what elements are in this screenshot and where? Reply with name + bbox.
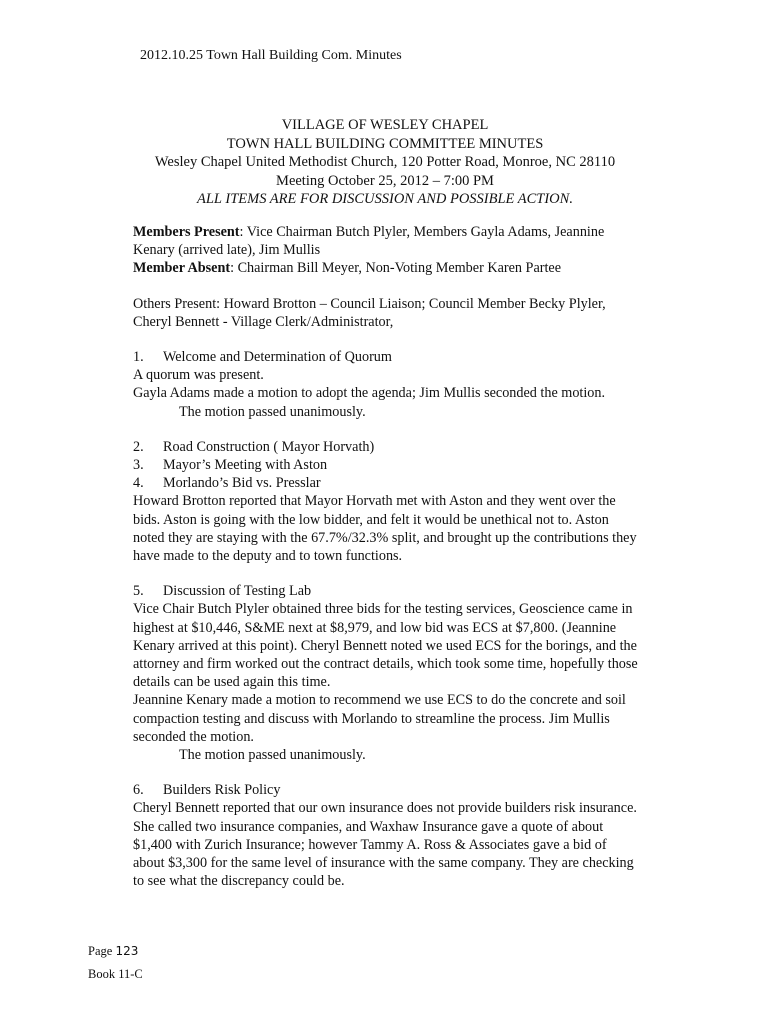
item-5-line: Vice Chair Butch Plyler obtained three bids for the testing services, Geoscience came in bbox=[133, 601, 633, 618]
title-location: Wesley Chapel United Methodist Church, 120 Potter Road, Monroe, NC 28110 bbox=[154, 154, 616, 170]
item-6-title: Builders Risk Policy bbox=[163, 782, 281, 799]
page-label: Page bbox=[88, 944, 116, 958]
item-5-line: seconded the motion. bbox=[133, 728, 254, 745]
items-2-4-line: Howard Brotton reported that Mayor Horvath met with Aston and they went over the bbox=[133, 493, 616, 510]
item-4-heading bbox=[133, 474, 678, 492]
item-1-title: Welcome and Determination of Quorum bbox=[163, 349, 392, 366]
title-village: VILLAGE OF WESLEY CHAPEL bbox=[281, 117, 489, 133]
item-1-line: Gayla Adams made a motion to adopt the agenda; Jim Mullis seconded the motion. bbox=[133, 385, 606, 402]
items-2-4-line: noted they are staying with the 67.7%/32.3% split, and brought up the contributions they bbox=[133, 529, 637, 546]
item-5-line: attorney and firm worked out the contract details, which took some time, hopefully those bbox=[133, 656, 638, 673]
item-6-number: 6. bbox=[133, 782, 144, 799]
item-5-number: 5. bbox=[133, 583, 144, 600]
item-6-line: She called two insurance companies, and Waxhaw Insurance gave a quote of about bbox=[133, 818, 604, 835]
item-1-heading bbox=[133, 348, 678, 366]
item-5-heading bbox=[133, 582, 678, 600]
running-header: 2012.10.25 Town Hall Building Com. Minutes bbox=[140, 48, 402, 63]
title-committee: TOWN HALL BUILDING COMMITTEE MINUTES bbox=[226, 135, 544, 152]
item-5-line: details can be used again this time. bbox=[133, 674, 331, 691]
item-4-number: 4. bbox=[133, 475, 144, 492]
minutes-body bbox=[133, 223, 678, 891]
member-absent-label: Member Absent bbox=[133, 260, 231, 277]
item-4-title: Morlando’s Bid vs. Presslar bbox=[163, 475, 321, 492]
item-6-line: about $3,300 for the same level of insurance with the same company. They are checking bbox=[133, 855, 634, 872]
item-6-line: Cheryl Bennett reported that our own insurance does not provide builders risk insurance. bbox=[133, 800, 637, 817]
member-absent bbox=[133, 259, 678, 277]
members-present-label: Members Present bbox=[133, 224, 240, 240]
item-2-title: Road Construction ( Mayor Horvath) bbox=[163, 438, 375, 455]
members-present-text: : Vice Chairman Butch Plyler, Members Gayla Adams, Jeannine bbox=[239, 224, 605, 240]
item-6-line: $1,400 with Zurich Insurance; however Tammy A. Ross & Associates gave a bid of bbox=[133, 836, 607, 853]
item-3-heading bbox=[133, 456, 678, 474]
others-present-line1: Others Present: Howard Brotton – Council Liaison; Council Member Becky Plyler, bbox=[133, 295, 606, 312]
page-number: 123 bbox=[115, 944, 139, 958]
item-5-motion-result: The motion passed unanimously. bbox=[179, 747, 366, 764]
item-6-heading bbox=[133, 781, 678, 799]
members-present-continued: Kenary (arrived late), Jim Mullis bbox=[133, 242, 321, 259]
item-2-heading bbox=[133, 438, 678, 456]
page-footer bbox=[88, 940, 143, 986]
item-1-number: 1. bbox=[133, 349, 144, 366]
item-5-title: Discussion of Testing Lab bbox=[163, 583, 312, 600]
title-block bbox=[120, 116, 650, 209]
item-3-number: 3. bbox=[133, 457, 144, 474]
page-number-line bbox=[88, 940, 143, 963]
item-6-line: to see what the discrepancy could be. bbox=[133, 873, 345, 890]
item-1-line: A quorum was present. bbox=[133, 367, 264, 384]
items-2-4-line: bids. Aston is going with the low bidder, and felt it would be unethical not to. Aston bbox=[133, 511, 609, 528]
members-present bbox=[133, 223, 678, 241]
item-3-title: Mayor’s Meeting with Aston bbox=[163, 457, 328, 474]
others-present-line2: Cheryl Bennett - Village Clerk/Administrator, bbox=[133, 313, 394, 330]
book-reference: Book 11-C bbox=[88, 967, 143, 981]
items-2-4-line: have made to the deputy and to town functions. bbox=[133, 548, 403, 565]
item-2-number: 2. bbox=[133, 438, 144, 455]
item-5-line: Jeannine Kenary made a motion to recommend we use ECS to do the concrete and soil bbox=[133, 692, 626, 709]
member-absent-text: : Chairman Bill Meyer, Non-Voting Member Karen Partee bbox=[230, 260, 561, 277]
item-5-line: compaction testing and discuss with Morlando to streamline the process. Jim Mullis bbox=[133, 710, 610, 727]
item-5-line: highest at $10,446, S&ME next at $8,979, and low bid was ECS at $7,800. (Jeannine bbox=[133, 619, 617, 636]
title-date: Meeting October 25, 2012 – 7:00 PM bbox=[276, 172, 494, 189]
item-1-motion-result: The motion passed unanimously. bbox=[179, 403, 366, 420]
title-notice: ALL ITEMS ARE FOR DISCUSSION AND POSSIBLE ACTION. bbox=[197, 191, 573, 207]
item-5-line: Kenary arrived at this point). Cheryl Bennett noted we used ECS for the borings, and the bbox=[133, 637, 637, 654]
